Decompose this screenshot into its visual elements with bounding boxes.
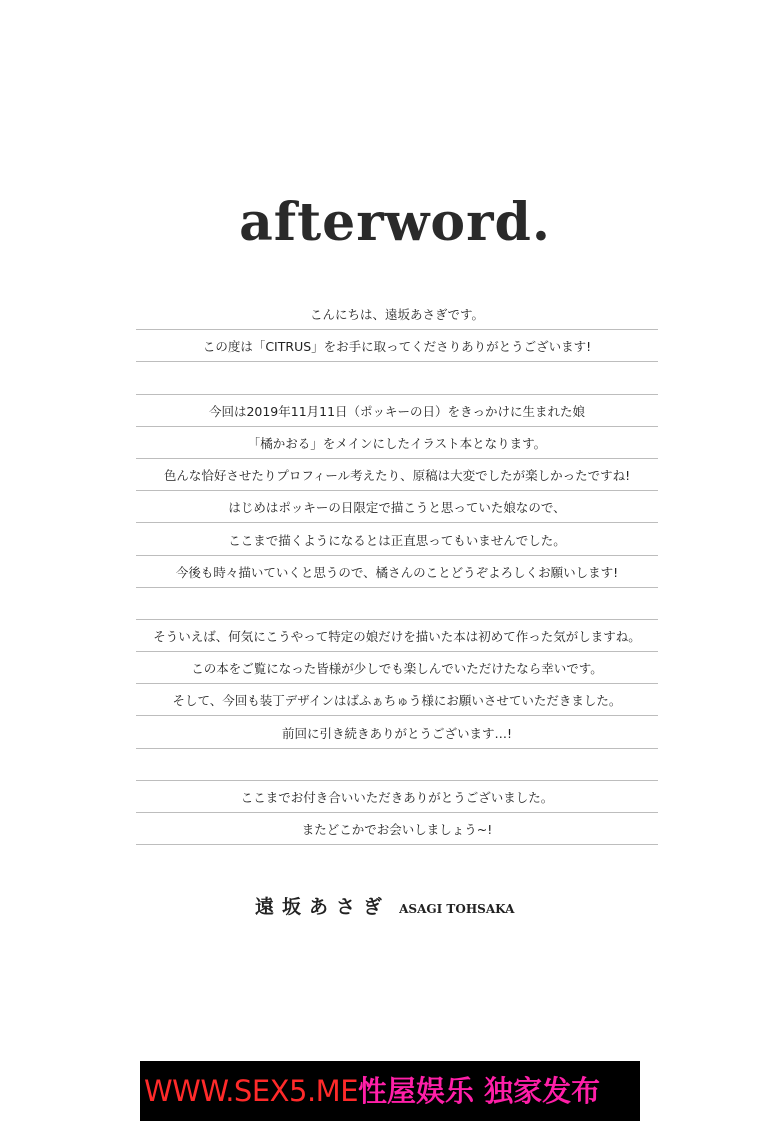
body-line: 色んな恰好させたりプロフィール考えたり、原稿は大変でしたが楽しかったですね! [163, 468, 631, 484]
body-line: 前回に引き続きありがとうございます…! [281, 725, 512, 741]
ruled-line [136, 459, 658, 491]
ruled-line [136, 716, 658, 748]
ruled-line [136, 523, 658, 555]
watermark-label: 性屋娱乐 独家发布 [358, 1074, 601, 1108]
body-line: またどこかでお会いしましょう~! [301, 822, 493, 838]
ruled-line [136, 781, 658, 813]
ruled-line [136, 813, 658, 845]
ruled-line [136, 395, 658, 427]
body-line: 「橘かおる」をメインにしたイラスト本となります。 [247, 435, 547, 451]
author-name-jp: 遠坂あさぎ [255, 896, 391, 918]
body-line: 今後も時々描いていくと思うので、橘さんのことどうぞよろしくお願いします! [175, 564, 619, 580]
page-title: afterword. [239, 192, 551, 253]
ruled-line [136, 620, 658, 652]
body-line: この本をご覧になった皆様が少しでも楽しんでいただけたなら幸いです。 [191, 661, 603, 677]
body-line: はじめはポッキーの日限定で描こうと思っていた娘なので、 [228, 500, 566, 516]
ruled-line [136, 298, 658, 330]
ruled-line [136, 362, 658, 394]
ruled-line [136, 684, 658, 716]
body-line: こんにちは、遠坂あさぎです。 [309, 307, 484, 323]
ruled-line [136, 427, 658, 459]
body-line: そして、今回も装丁デザインはばふぁちゅう様にお願いさせていただきました。 [172, 693, 622, 709]
ruled-line [136, 491, 658, 523]
ruled-line [136, 588, 658, 620]
watermark-text [144, 1074, 600, 1108]
ruled-line [136, 749, 658, 781]
watermark-url: WWW.SEX5.ME [144, 1074, 359, 1108]
author-name-en: ASAGI TOHSAKA [399, 902, 515, 916]
body-line: 今回は2019年11月11日（ポッキーの日）をきっかけに生まれた娘 [208, 403, 586, 419]
author-signature [255, 892, 514, 919]
body-line: この度は「CITRUS」をお手に取ってくださりありがとうございます! [202, 339, 592, 355]
body-line: そういえば、何気にこうやって特定の娘だけを描いた本は初めて作った気がしますね。 [153, 629, 641, 645]
watermark-banner [140, 1061, 640, 1121]
afterword-body [136, 298, 658, 845]
ruled-line [136, 556, 658, 588]
ruled-line [136, 652, 658, 684]
body-line: ここまでお付き合いいただきありがとうございました。 [240, 790, 554, 805]
body-line: ここまで描くようになるとは正直思ってもいませんでした。 [228, 532, 566, 548]
ruled-line [136, 330, 658, 362]
